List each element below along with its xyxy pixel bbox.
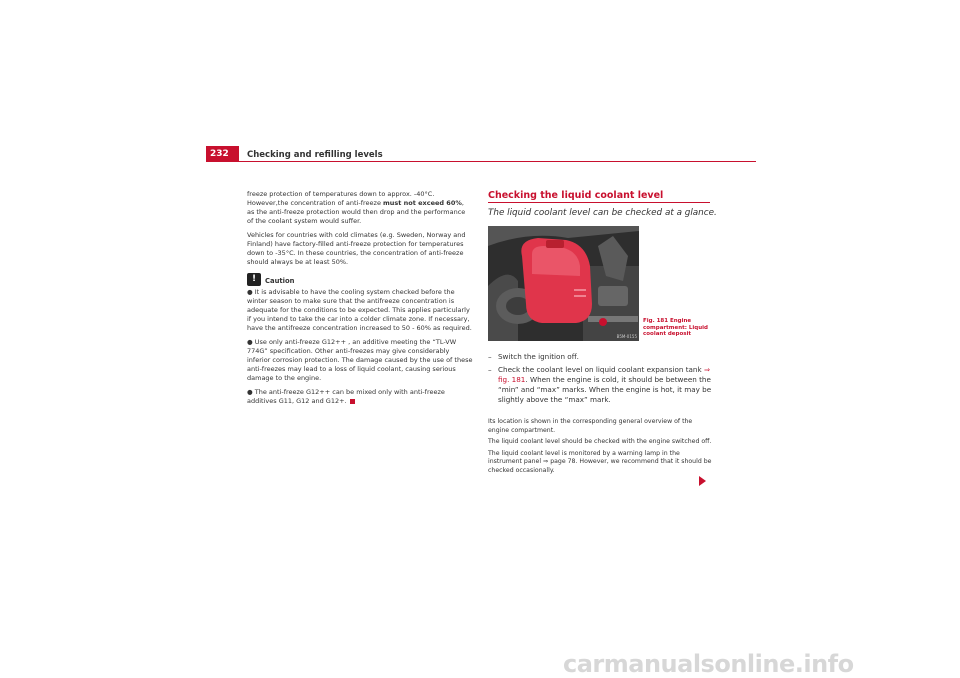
page-number: 232 <box>206 146 239 162</box>
page-reference-link[interactable]: ⇒ page 78 <box>543 458 576 465</box>
notes <box>488 418 714 478</box>
bullet-icon: ● <box>247 388 253 396</box>
figure-code: B5M-0155 <box>616 334 637 339</box>
step-2 <box>488 365 714 405</box>
section-subtitle: The liquid coolant level can be checked at a glance. <box>488 208 717 218</box>
step-dash: – <box>488 365 492 374</box>
header-title: Checking and refilling levels <box>247 150 383 160</box>
caution-header <box>247 273 473 286</box>
header-rule <box>206 161 756 162</box>
note-2: The liquid coolant level should be checked with the engine switched off. <box>488 438 712 445</box>
section-rule <box>488 202 710 203</box>
bold-limit: must not exceed 60% <box>383 199 462 207</box>
note-1: Its location is shown in the corresponding general overview of the engine compartment. <box>488 418 693 434</box>
step-1-text: Switch the ignition off. <box>498 352 579 361</box>
note-3: The liquid coolant level is monitored by a warning lamp in the instrument panel ⇒ page 78. However, we recommend that it should be checked occasionally. <box>488 449 712 474</box>
caution-icon: ! <box>247 273 261 286</box>
figure-reference-link[interactable]: ⇒ fig. 181 <box>498 365 710 384</box>
caution-bullet-2: ● Use only anti-freeze G12++ , an additive meeting the “TL-VW 774G” specification. Other anti-freezes may give considerably inferior corrosion protection. The damage caused by the use of these anti-freezes may lead to a loss of liquid coolant, causing serious damage to the engine. <box>247 338 473 382</box>
bullet-icon: ● <box>247 338 253 346</box>
step-2-text: Check the coolant level on liquid coolant expansion tank ⇒ fig. 181. When the engine is cold, it should be between the “min” and “max” marks. When the engine is hot, it may be slightly above the “max” mark. <box>498 365 712 404</box>
caution-bullet-3: ● The anti-freeze G12++ can be mixed only with anti-freeze additives G11, G12 and G12+. <box>247 388 445 405</box>
step-1 <box>488 352 714 362</box>
watermark: carmanualsonline.info <box>563 650 854 678</box>
arrow-right-icon[interactable] <box>699 476 706 486</box>
paragraph-cold-climates: Vehicles for countries with cold climates (e.g. Sweden, Norway and Finland) have factory-filled anti-freeze protection for temperatures down to -35°C. In these countries, the concentration of anti-freeze should always be at least 50%. <box>247 231 466 266</box>
engine-compartment-figure <box>488 226 639 341</box>
bullet-icon: ● <box>247 288 253 296</box>
left-column <box>247 190 473 411</box>
paragraph-antifreeze: freeze protection of temperatures down to approx. -40°C. However,the concentration of anti-freeze must not exceed 60%, as the anti-freeze protection would then drop and the performance of the coolant system would suffer. <box>247 190 466 225</box>
caution-label: Caution <box>265 277 295 285</box>
caution-bullet-1: ● It is advisable to have the cooling system checked before the winter season to make sure that the antifreeze concentration is adequate for the conditions to be expected. This applies particularly if you intend to take the car into a colder climate zone. If necessary, have the antifreeze concentration increased to 50 - 60% as required. <box>247 288 472 332</box>
engine-illustration <box>488 226 639 341</box>
end-square-icon <box>350 399 355 404</box>
figure-caption: Fig. 181 Engine compartment: Liquid coolant deposit <box>643 318 708 337</box>
instruction-steps <box>488 352 714 408</box>
section-title: Checking the liquid coolant level <box>488 190 664 201</box>
step-dash: – <box>488 352 492 361</box>
